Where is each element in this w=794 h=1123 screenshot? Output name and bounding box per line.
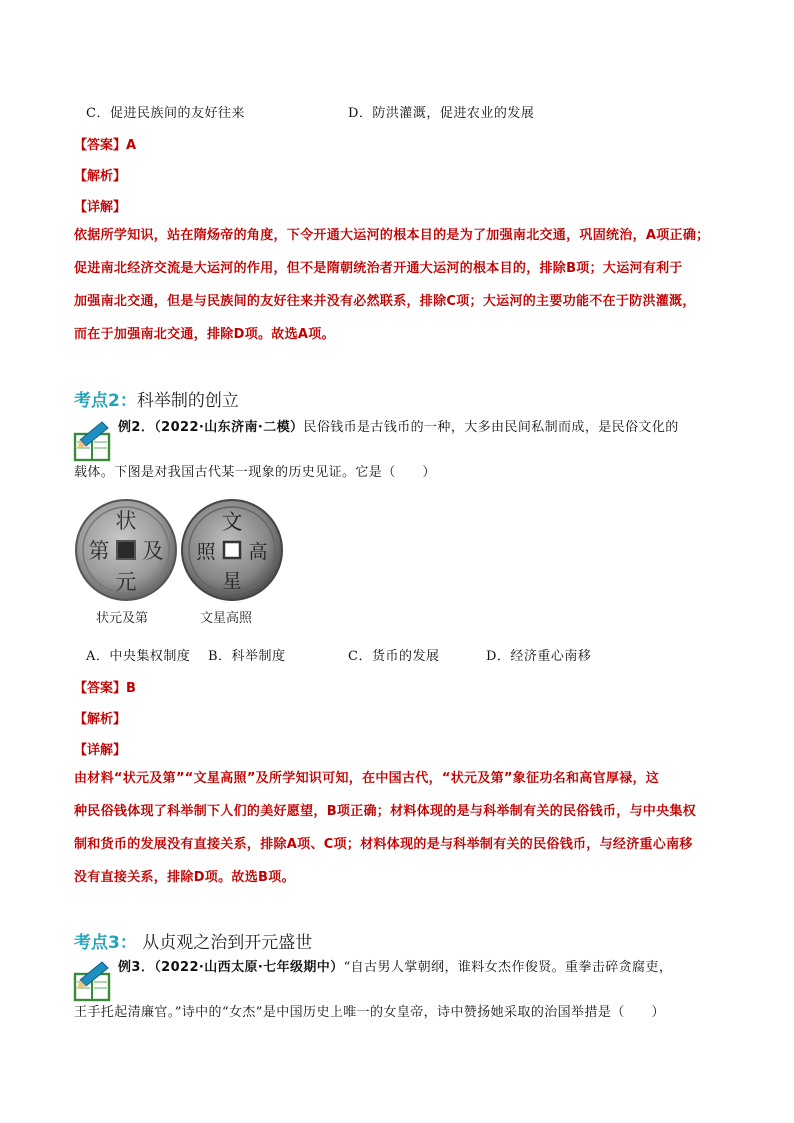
- notebook-pen-icon: [72, 420, 114, 464]
- detail-text-1: [74, 219, 734, 351]
- option-d: D．经济重心南移: [486, 649, 592, 664]
- coin-zhuangyuan-image: [74, 498, 178, 602]
- coin2-left-char: 照: [196, 541, 216, 563]
- detail-tag: 【详解】: [74, 200, 127, 215]
- question-2-line-2: 载体。下图是对我国古代某一现象的历史见证。它是（ ）: [74, 465, 436, 480]
- detail-line: 依据所学知识，站在隋炀帝的角度，下令开通大运河的根本目的是为了加强南北交通，巩固统治，A项正确；: [74, 228, 710, 243]
- coin1-caption: 状元及第: [96, 611, 149, 626]
- key-point-3-heading: [74, 928, 312, 953]
- question-2-line-1: [118, 418, 728, 438]
- detail-line: 制和货币的发展没有直接关系，排除A项、C项；材料体现的是与科举制有关的民俗钱币，与经济重心南移: [74, 837, 693, 852]
- key-point-label: 考点2：: [74, 391, 137, 411]
- answer-tag: 【答案】: [74, 138, 127, 153]
- question-text: 民俗钱币是古钱币的一种，大多由民间私制而成，是民俗文化的: [303, 420, 679, 435]
- key-point-title: 科举制的创立: [136, 391, 239, 411]
- option-b: B．科举制度: [208, 649, 286, 664]
- option-c: C．货币的发展: [348, 649, 440, 664]
- example-number: 例2．: [118, 420, 155, 435]
- detail-line: 而在于加强南北交通，排除D项。故选A项。: [74, 327, 335, 342]
- question-source: （2022·山东济南·二模）: [154, 420, 304, 435]
- coin2-bottom-char: 星: [222, 570, 242, 592]
- analysis-tag: 【解析】: [74, 169, 127, 184]
- coin1-top-char: 状: [115, 509, 137, 533]
- coin1-left-char: 第: [88, 539, 110, 563]
- coin2-top-char: 文: [221, 510, 243, 534]
- answer-value: B: [126, 681, 136, 696]
- coin-wenxing-image: [180, 498, 284, 602]
- option-a: A．中央集权制度: [86, 649, 191, 664]
- key-point-title: 从贞观之治到开元盛世: [136, 933, 313, 953]
- question-source: （2022·山西太原·七年级期中）: [154, 960, 344, 975]
- coin2-right-char: 高: [248, 541, 268, 563]
- detail-tag: 【详解】: [74, 743, 127, 758]
- detail-line: 加强南北交通，但是与民族间的友好往来并没有必然联系，排除C项；大运河的主要功能不在于防洪灌溉，: [74, 294, 696, 309]
- question-3-line-2: 王手托起清廉官。”诗中的“女杰”是中国历史上唯一的女皇帝，诗中赞扬她采取的治国举措是（ ）: [74, 1005, 665, 1020]
- notebook-pen-icon: [72, 960, 114, 1004]
- detail-line: 种民俗钱体现了科举制下人们的美好愿望，B项正确；材料体现的是与科举制有关的民俗钱币，与中央集权: [74, 804, 697, 819]
- key-point-label: 考点3：: [74, 933, 137, 953]
- detail-line: 没有直接关系，排除D项。故选B项。: [74, 870, 295, 885]
- answer-line: [74, 134, 136, 153]
- coin2-caption: 文星高照: [200, 611, 253, 626]
- analysis-tag: 【解析】: [74, 712, 127, 727]
- detail-line: 由材料“状元及第”“文星高照”及所学知识可知，在中国古代，“状元及第”象征功名和高官厚禄，这: [74, 771, 660, 786]
- detail-text-2: [74, 762, 734, 894]
- key-point-2-heading: [74, 386, 239, 411]
- question-text: “自古男人掌朝纲，谁料女杰作俊贤。重拳击碎贪腐吏，: [343, 960, 673, 975]
- example-number: 例3．: [118, 960, 155, 975]
- question-3-line-1: [118, 958, 728, 978]
- answer-tag: 【答案】: [74, 681, 127, 696]
- option-c: C．促进民族间的友好往来: [86, 106, 245, 121]
- answer-value: A: [126, 138, 137, 153]
- option-d: D．防洪灌溉，促进农业的发展: [348, 106, 535, 121]
- detail-line: 促进南北经济交流是大运河的作用，但不是隋朝统治者开通大运河的根本目的，排除B项；大运河有利于: [74, 261, 683, 276]
- coin1-right-char: 及: [142, 539, 164, 563]
- coin1-bottom-char: 元: [115, 570, 137, 594]
- answer-line: [74, 677, 136, 696]
